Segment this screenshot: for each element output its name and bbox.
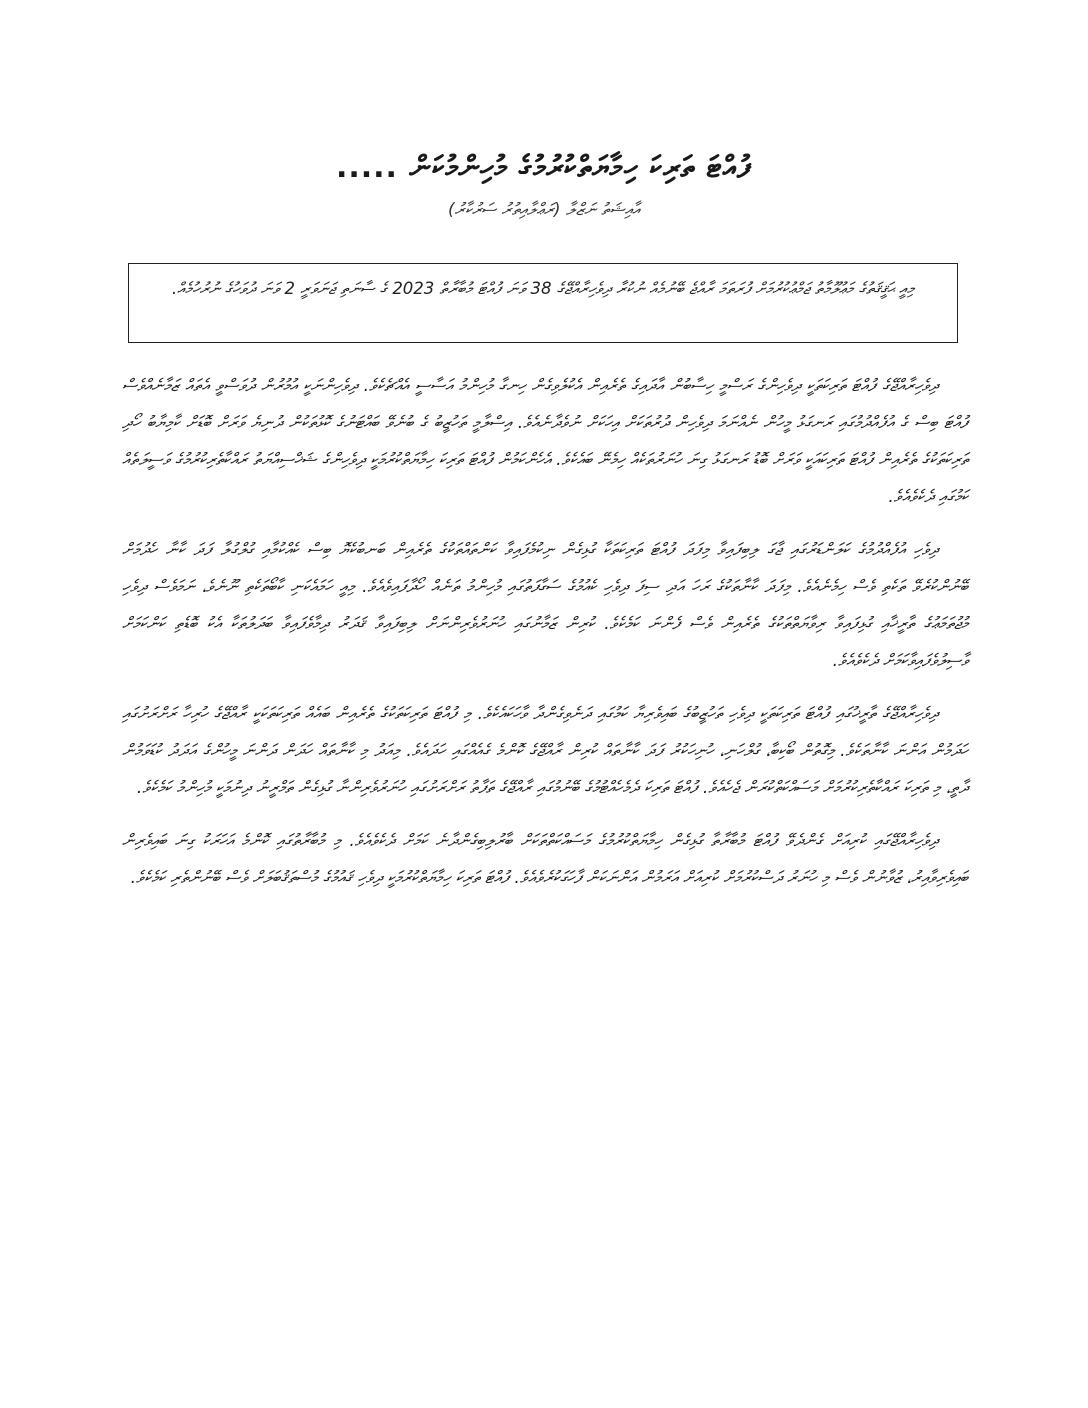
summary-box (128, 263, 958, 343)
summary-text: މިއީ ޙަޤީޤަތުގެ މަޢުލޫމާތު ޖަމްޢުކުރުމަށް ފުރަތަމަ ރާއްޖެ ބޭނުމެއް ނުކުރާ ދިވެހިރާއްޖޭގެ 38 ވަނަ ފުއްޓަ މުބާރާތް 2023 ގެ ސާނަތި ޖަނަވަރީ 2 ވަނަ ދުވަހުގެ ނުރުހުމެއް. (171, 279, 915, 298)
body-paragraph: ދިވެހިރާއްޖޭގެ ތާރީޚުގައި ފުއްޓަ ތަރިކަތަކީ ދިވެހި ތަހުޒީބުގެ ބައިވެރިޔާ ކަމުގައި ދަނެވިގެންދާ ވާހަކައެކެވެ. މި ފުއްޓަ ތަރިކަތަކުގެ ތެރެއިން ބައެއް ތަރިކަތަކަކީ ރާއްޖޭގެ ހުރިހާ ރަށްރަށުގައި ހަދަމުން އަންނަ ކާނާތަކެވެ. މިގޮތުން ބޯކިބާ، ގުލްހަނި، ހުނިހަކުރު ފަދަ ކާނާތައް ކުރިން ރާއްޖޭގެ ކޮންމެ ގެއެއްގައި ހަދައެވެ. މިއަދު މި ކާނާތައް ހަދަން ދަންނަ މީހުންގެ އަދަދު ކުޑަވަމުން ދާތީ، މި ތަރިކަ ރައްކާތެރިކުރުމަށް މަސައްކަތްކުރަން ޖެހެއެވެ. ފުއްޓަ ތަރިކަ ދެމެހެއްޓުމުގެ ބޭނުމުގައި ރާއްޖޭގެ ތަފާތު ރަށްރަށުގައި ހުނަރުވެރިންނާ ގުޅިގެން ތަމްރީނު ދިނުމަކީ މުހިންމު ކަމެކެވެ. (122, 704, 968, 798)
body-paragraph: ދިވެހި އުފެއްދުމުގެ ކަލަންޑަރުގައި ޖާގަ ލިބިފައިވާ މިފަދަ ފުއްޓަ ތަރިކަތަކާ ގުޅިގެން ނިކުމެފައިވާ ކަންތައްތަކުގެ ތެރެއިން ބަނބުކެޔޮ ބިސް ކެއްކުމާއި ގުލްގުލާ ފަދަ ކާނާ ހެދުމަށް ބޭނުންކުރެވޭ ތަކެތި ވެސް ހިމެނެއެވެ. މިފަދަ ކާނާތަކުގެ ރަހަ އަދި ސިފަ ދިވެހި ކެއުމުގެ ސަގާފަތުގައި މުހިންމު ތަނެއް ހޯދާފައިވެއެވެ. މިއީ ހަމައެކަނި ކާބޯތަކެތި ނޫނެވެ، ނަމަވެސް ދިވެހި މުޖުތަމަޢުގެ ތާރީޚާއި ގުޅިފައިވާ ރިވާޔަތްތަކުގެ ތެރެއިން ވެސް ފެންނަ ކަމެކެވެ. ކުރިން ޒަމާނުގައި ހުނަރުވެރިންނަށް ލިބިފައިވާ ޤަދަރު ދިމާވެފައިވާ ބަދަލުތަކާ އެކު ބޮޑެތި ކަންކަމަށް ވާސިލުވެފައިވާކަމަށް ދެކެވެއެވެ. (122, 540, 968, 671)
article-byline: އާއިޝަތު ނަޒްލާ (ރަޢްލާއިތުރު ސަރުކާރު) (448, 200, 640, 220)
article-body (122, 368, 968, 913)
body-paragraph: ދިވެހިރާއްޖޭގެ ފުއްޓަ ތަރިކަތަކީ ދިވެހިންގެ ރަސްމީ ހިސާބުން އާދައިގެ ތެރެއިން އެކުލެވިގެން ހިނގާ މުހިންމު އަސާސީ އެއްޗެކެވެ. ދިވެހިންނަކީ އުމުރުން ދުވަސްވީ އެތައް ޒަމާނެއްވެސް ފުއްޓަ ބިސް ގެ އުފެއްދުމުގައި ރަނގަޅު މީހުން ނެއްނަމަ ދިވެހިން ދުރުތަކަށް އިހަކަށް ނުވެދާނެއެވެ. އިސްލާމީ ތަހުޒީބު ގެ ބުނެވޭ ބައްޓަނުގެ ކޮޅުތަކުން ދުނިޔެ ވަރަށް ބޮޑަށް ކާމިޔާބު ހޯދި ތަރިކަތަކުގެ ތެރެއިން ފުއްޓަ ތަރިކައަކީ ވަރަށް ބޮޑު ރަނގަޅު ގިނަ ހުނަރުތަކެއް ހިމެނޭ ބައެކެވެ. އެހެންކަމުން ފުއްޓަ ތަރިކަ ހިމާޔަތްކުރުމަކީ ދިވެހިންގެ ޝަޚްސިއްޔަތު ރައްކާތެރިކުރުމުގެ ވަސީލަތެއް ކަމުގައި ދެކެވެއެވެ. (122, 376, 968, 507)
article-title: ފުއްޓަ ތަރިކަ ހިމާޔަތްކުރުމުގެ މުހިންމުކަން ..... (335, 150, 753, 185)
body-paragraph: ދިވެހިރާއްޖޭގައި ކުރިއަށް ގެންދެވޭ ފުއްޓަ މުބާރާތާ ގުޅިގެން ހިމާޔަތްކުރުމުގެ މަސައްކަތްތަކަށް ބާރުލިބިގެންދާނެ ކަމަށް ދެކެވެއެވެ. މި މުބާރާތުގައި ކޮންމެ އަހަރަކު ގިނަ ބައިވެރިން ބައިވެރިވާއިރު، ޒުވާނުން ވެސް މި ހުނަރު ދަސްކުރުމަށް ކުރިއަށް އަރަމުން އަންނަކަން ފާހަގަކުރެވެއެވެ. ފުއްޓަ ތަރިކަ ހިމާޔަތްކުރުމަކީ ދިވެހި ޤައުމުގެ މުސްތަޤުބަލަށް ވެސް ބޭނުންތެރި ކަމެކެވެ. (122, 831, 968, 888)
